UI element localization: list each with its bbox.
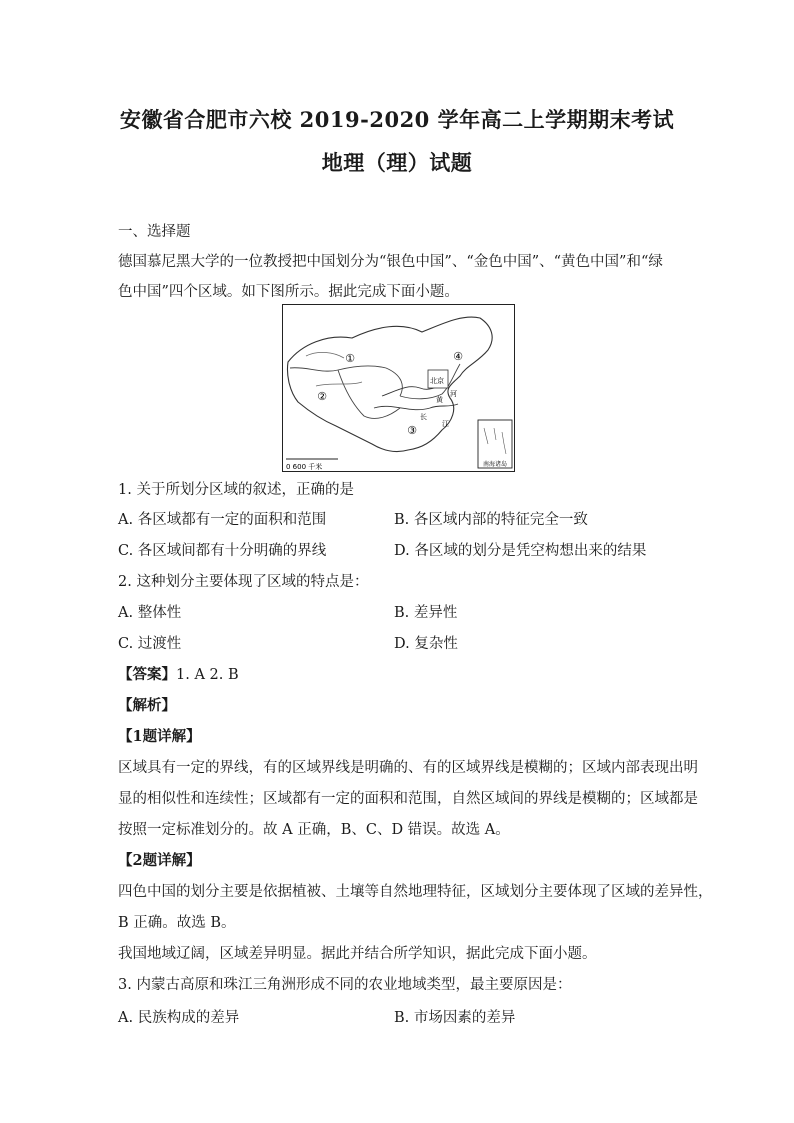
beijing-label: 北京 — [430, 377, 444, 385]
intro-text-line-2: 色中国”四个区域。如下图所示。据此完成下面小题。 — [118, 284, 459, 300]
question-2-option-a: A. 整体性 — [118, 605, 182, 621]
question-2-option-b: B. 差异性 — [394, 605, 458, 621]
analysis-q1-line-2: 显的相似性和连续性；区域都有一定的面积和范围，自然区域间的界线是模糊的；区域都是 — [118, 791, 698, 807]
question-1-option-d: D. 各区域的划分是凭空构想出来的结果 — [394, 543, 647, 559]
question-1-option-c: C. 各区域间都有十分明确的界线 — [118, 543, 327, 559]
analysis-q1-label: 【1题详解】 — [118, 728, 201, 745]
river-label-chang: 长 — [420, 413, 427, 421]
question-3-option-b: B. 市场因素的差异 — [394, 1010, 516, 1026]
document-subtitle: 地理（理）试题 — [321, 150, 473, 175]
answer-label: 【答案】 — [118, 666, 176, 683]
question-2-option-c: C. 过渡性 — [118, 636, 182, 652]
analysis-q2-line-2: B 正确。故选 B。 — [118, 915, 236, 931]
river-label-he: 河 — [450, 390, 457, 398]
region-1-label: ① — [345, 352, 355, 365]
intro-text-line-1: 德国慕尼黑大学的一位教授把中国划分为“银色中国”、“金色中国”、“黄色中国”和“绿 — [118, 254, 663, 270]
analysis-label: 【解析】 — [118, 697, 176, 714]
river-label-jiang: 江 — [442, 420, 449, 428]
scale-label: 0 600 千米 — [286, 463, 323, 471]
analysis-q1-line-1: 区域具有一定的界线，有的区域界线是明确的、有的区域界线是模糊的；区域内部表现出明 — [118, 760, 698, 776]
analysis-q1-line-3: 按照一定标准划分的。故 A 正确，B、C、D 错误。故选 A。 — [118, 822, 510, 838]
question-1-option-b: B. 各区域内部的特征完全一致 — [394, 512, 588, 528]
analysis-q2-label: 【2题详解】 — [118, 852, 201, 869]
question-3-option-a: A. 民族构成的差异 — [118, 1010, 240, 1026]
answer-line — [118, 665, 239, 685]
analysis-q2-line-1: 四色中国的划分主要是依据植被、土壤等自然地理特征，区域划分主要体现了区域的差异性， — [118, 884, 713, 900]
inset-label: 南海诸岛 — [482, 461, 508, 468]
region-3-label: ③ — [407, 424, 417, 437]
china-regions-map — [282, 304, 515, 472]
question-3-stem: 3. 内蒙古高原和珠江三角洲形成不同的农业地域类型，最主要原因是： — [118, 977, 572, 993]
region-4-label: ④ — [453, 350, 463, 363]
question-2-stem: 2. 这种划分主要体现了区域的特点是： — [118, 574, 369, 590]
document-title: 安徽省合肥市六校 2019-2020 学年高二上学期期末考试 — [119, 107, 675, 132]
section-heading: 一、选择题 — [118, 224, 191, 240]
region-2-label: ② — [317, 390, 327, 403]
river-label-huang: 黄 — [436, 396, 443, 404]
question-2-option-d: D. 复杂性 — [394, 636, 458, 652]
answer-text: 1. A 2. B — [176, 667, 239, 683]
question-1-stem: 1. 关于所划分区域的叙述，正确的是 — [118, 482, 354, 498]
next-group-intro: 我国地域辽阔，区域差异明显。据此并结合所学知识，据此完成下面小题。 — [118, 946, 597, 962]
question-1-option-a: A. 各区域都有一定的面积和范围 — [118, 512, 327, 528]
